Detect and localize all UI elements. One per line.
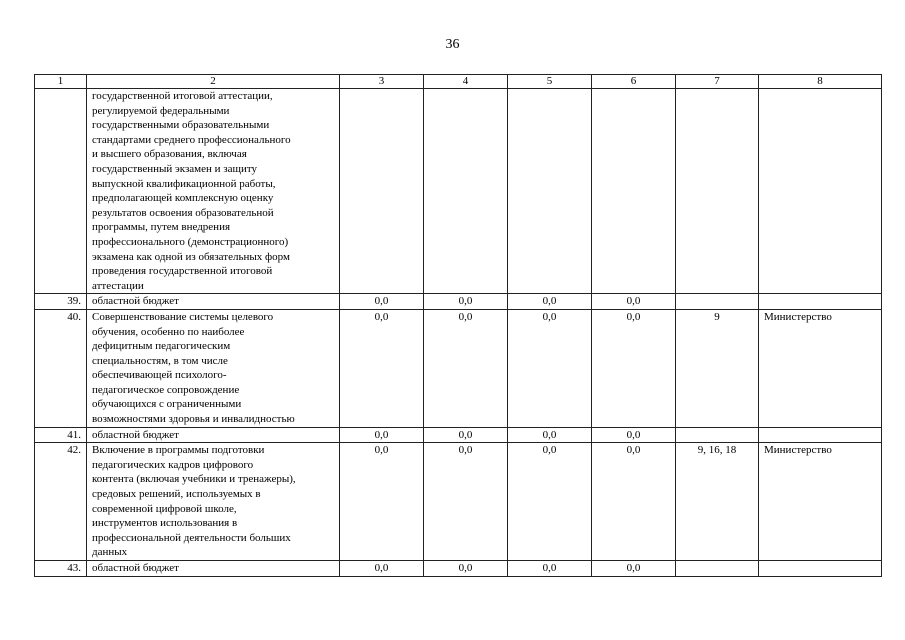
executor [759,427,882,443]
col-header-1: 1 [35,75,87,89]
value-col-5: 0,0 [508,427,592,443]
indicator-ref: 9 [676,309,759,427]
value-col-4 [424,89,508,294]
value-col-5: 0,0 [508,443,592,561]
measure-description: областной бюджет [87,561,340,577]
value-col-4: 0,0 [424,294,508,310]
measure-description: областной бюджет [87,427,340,443]
executor: Министерство [759,309,882,427]
value-col-3: 0,0 [340,443,424,561]
indicator-ref [676,89,759,294]
table-row [35,427,882,443]
table-row [35,561,882,577]
measure-description: Включение в программы подготовки педагогических кадров цифрового контента (включая учебники и тренажеры), средовых решений, используемых в современной цифровой школе, инструментов использования в профессиональной деятельности больших данных [87,443,340,561]
value-col-6: 0,0 [592,561,676,577]
col-header-5: 5 [508,75,592,89]
table-row [35,89,882,294]
measure-description: государственной итоговой аттестации, регулируемой федеральными государственными образовательными стандартами среднего профессионального и высшего образования, включая государственный экзамен и защиту выпускной квалификационной работы, предполагающей комплексную оценку результатов освоения образовательной программы, путем внедрения профессионального (демонстрационного) экзамена как одной из обязательных форм проведения государственной итоговой аттестации [87,89,340,294]
indicator-ref [676,294,759,310]
value-col-5 [508,89,592,294]
executor: Министерство [759,443,882,561]
value-col-5: 0,0 [508,561,592,577]
col-header-4: 4 [424,75,508,89]
value-col-3: 0,0 [340,561,424,577]
page-number: 36 [445,37,460,52]
measure-description: Совершенствование системы целевого обучения, особенно по наиболее дефицитным педагогическим специальностям, в том числе обеспечивающей психолого- педагогическое сопровождение обучающихся с ограниченными возможностями здоровья и инвалидностью [87,309,340,427]
value-col-4: 0,0 [424,443,508,561]
column-number-row [35,75,882,89]
executor [759,294,882,310]
value-col-3: 0,0 [340,427,424,443]
table-row [35,309,882,427]
row-number: 40. [35,309,87,427]
value-col-4: 0,0 [424,309,508,427]
col-header-2: 2 [87,75,340,89]
value-col-3: 0,0 [340,309,424,427]
value-col-6: 0,0 [592,443,676,561]
program-table [34,74,882,577]
row-number: 42. [35,443,87,561]
col-header-6: 6 [592,75,676,89]
measure-description: областной бюджет [87,294,340,310]
indicator-ref [676,561,759,577]
col-header-8: 8 [759,75,882,89]
executor [759,561,882,577]
indicator-ref [676,427,759,443]
row-number: 39. [35,294,87,310]
value-col-6: 0,0 [592,427,676,443]
value-col-5: 0,0 [508,294,592,310]
executor [759,89,882,294]
value-col-4: 0,0 [424,561,508,577]
indicator-ref: 9, 16, 18 [676,443,759,561]
table-row [35,294,882,310]
value-col-3: 0,0 [340,294,424,310]
col-header-3: 3 [340,75,424,89]
value-col-3 [340,89,424,294]
value-col-6 [592,89,676,294]
value-col-6: 0,0 [592,294,676,310]
row-number: 43. [35,561,87,577]
value-col-6: 0,0 [592,309,676,427]
value-col-4: 0,0 [424,427,508,443]
row-number [35,89,87,294]
col-header-7: 7 [676,75,759,89]
table-row [35,443,882,561]
row-number: 41. [35,427,87,443]
value-col-5: 0,0 [508,309,592,427]
